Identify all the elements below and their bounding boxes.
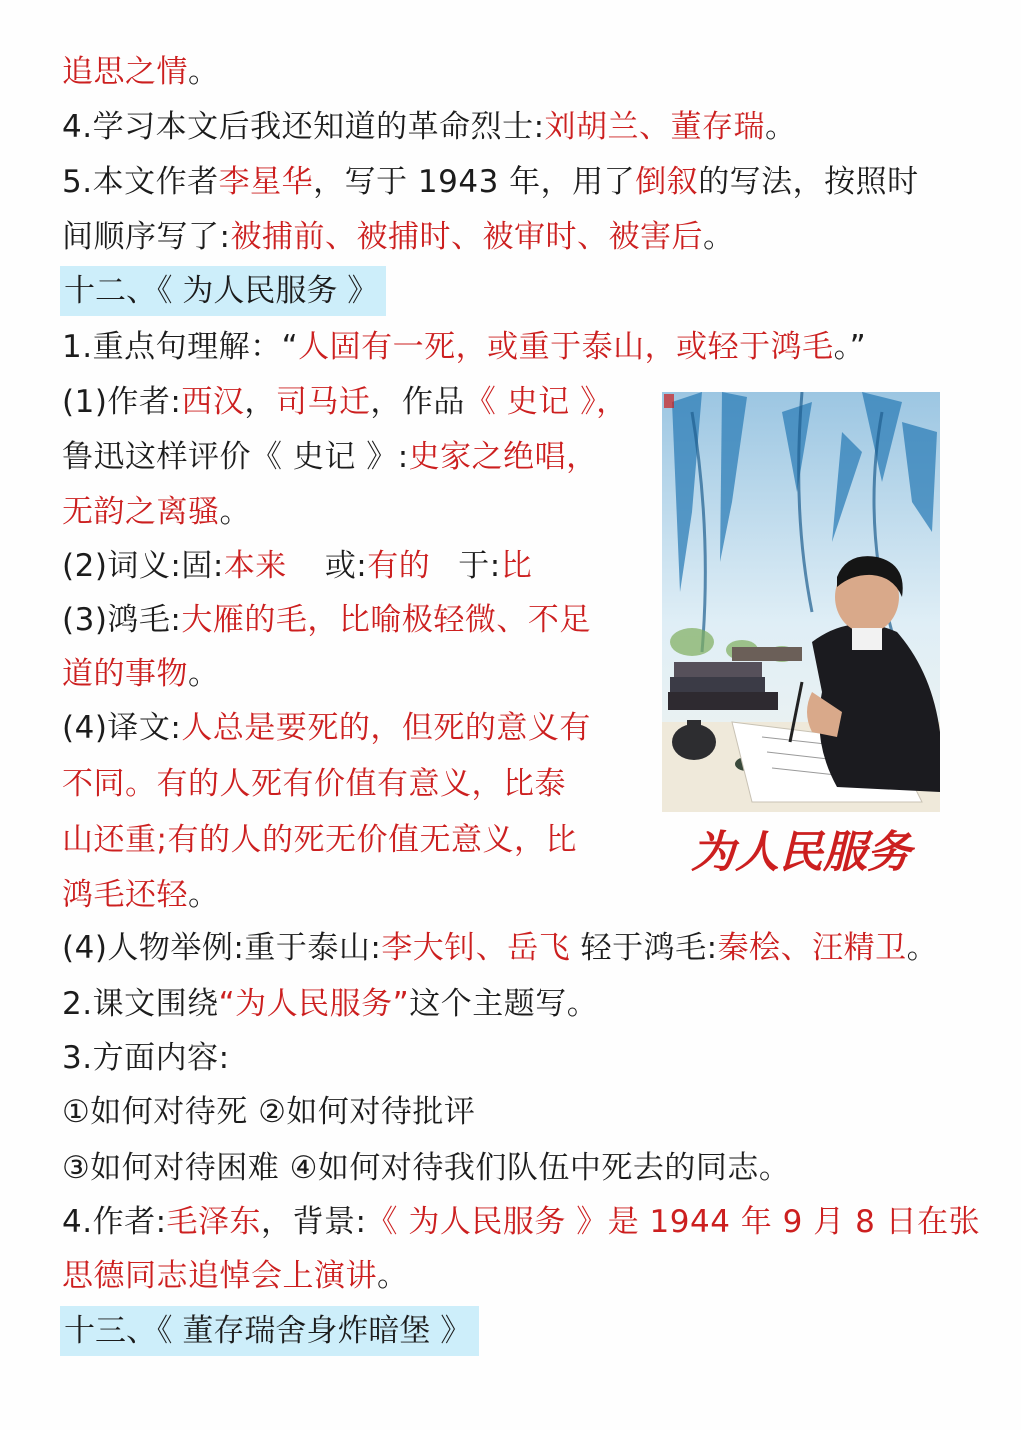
question-text: 于: <box>458 548 501 584</box>
question-text: 5.本文作者 <box>62 164 219 200</box>
answer-text: 《 为人民服务 》是 1944 年 9 月 8 日在张 <box>366 1204 981 1240</box>
answer-text: 秦桧、汪精卫 <box>717 930 907 966</box>
painting-illustration <box>662 392 940 892</box>
question-text: (1)作者: <box>62 384 182 420</box>
answer-text: 西汉 <box>181 384 245 420</box>
text-line <box>62 435 598 479</box>
punctuation: ， <box>244 384 276 420</box>
text-line <box>62 544 532 588</box>
punctuation: 。 <box>765 109 797 145</box>
text-line <box>62 1254 409 1298</box>
question-text: ，背景: <box>261 1204 367 1240</box>
answer-text: 有的 <box>367 548 431 584</box>
question-text: (2)词义:固: <box>62 548 224 584</box>
question-text: 的写法，按照时 <box>698 164 919 200</box>
answer-text: 道的事物 <box>62 656 188 692</box>
question-text: 2.课文围绕 <box>62 986 219 1022</box>
answer-text: 毛泽东 <box>166 1204 262 1240</box>
punctuation: 。 <box>188 656 220 692</box>
text-line: ①如何对待死 ②如何对待批评 <box>62 1094 476 1130</box>
text-line <box>62 762 566 806</box>
answer-text: 倒叙 <box>635 164 699 200</box>
question-text: ，写于 1943 年，用了 <box>313 164 636 200</box>
question-text: 4.作者: <box>62 1204 167 1240</box>
punctuation: ， <box>596 384 628 420</box>
text-line <box>62 160 919 204</box>
answer-text: 人总是要死的，但死的意义有 <box>181 710 591 746</box>
text-line <box>62 325 866 369</box>
punctuation: 。” <box>833 329 867 365</box>
text-line <box>62 598 591 642</box>
question-text: (4)人物举例:重于泰山: <box>62 930 382 966</box>
text-line <box>62 215 734 259</box>
question-text: 间顺序写了: <box>62 219 231 255</box>
answer-text: 大雁的毛，比喻极轻微、不足 <box>181 602 591 638</box>
answer-text: 追思之情 <box>62 54 188 90</box>
answer-text: 《 史记 》 <box>464 384 597 420</box>
answer-text: 思德同志追悼会上演讲 <box>62 1258 377 1294</box>
text-line: 3.方面内容: <box>62 1040 230 1076</box>
text-line <box>62 50 220 94</box>
question-text: (3)鸿毛: <box>62 602 182 638</box>
answer-text: 史家之绝唱， <box>408 439 598 475</box>
section-heading-12: 十二、《 为人民服务 》 <box>60 266 386 316</box>
question-text: 鲁迅这样评价《 史记 》: <box>62 439 409 475</box>
question-text: (4)译文: <box>62 710 182 746</box>
answer-text: “为人民服务” <box>218 986 410 1022</box>
answer-text: 李大钊、岳飞 <box>381 930 571 966</box>
punctuation: 。 <box>377 1258 409 1294</box>
answer-text: 刘胡兰、董存瑞 <box>544 109 766 145</box>
text-line <box>62 706 591 750</box>
answer-text: 无韵之离骚 <box>62 494 220 530</box>
text-line <box>62 873 220 917</box>
answer-text: 人固有一死，或重于泰山，或轻于鸿毛 <box>298 329 834 365</box>
answer-text: 被捕前、被捕时、被审时、被害后 <box>230 219 703 255</box>
section-heading-13: 十三、《 董存瑞舍身炸暗堡 》 <box>60 1306 479 1356</box>
answer-text: 本来 <box>223 548 287 584</box>
answer-text: 山还重;有的人的死无价值无意义，比 <box>62 822 577 858</box>
answer-text: 比 <box>500 548 533 584</box>
calligraphy-title: 为人民服务 <box>691 827 911 878</box>
text-line <box>62 490 251 534</box>
text-line <box>62 818 577 862</box>
text-line <box>62 926 938 970</box>
question-text: ，作品 <box>370 384 465 420</box>
answer-text: 不同。有的人死有价值有意义，比泰 <box>62 766 566 802</box>
text-line <box>62 380 628 424</box>
question-text: 1.重点句理解：“ <box>62 329 299 365</box>
answer-text: 鸿毛还轻 <box>62 877 188 913</box>
punctuation: 。 <box>906 930 939 966</box>
punctuation: 。 <box>219 494 251 530</box>
punctuation: 。 <box>188 54 220 90</box>
question-text: 这个主题写。 <box>409 986 599 1022</box>
text-line <box>62 652 220 696</box>
question-text: 或: <box>324 548 368 584</box>
answer-text: 李星华 <box>218 164 314 200</box>
punctuation: 。 <box>188 877 220 913</box>
punctuation: 。 <box>702 219 735 255</box>
question-text: 轻于鸿毛: <box>570 930 718 966</box>
text-line <box>62 105 797 149</box>
answer-text: 司马迁 <box>275 384 371 420</box>
text-line <box>62 1200 980 1244</box>
text-line <box>62 982 598 1026</box>
text-line: ③如何对待困难 ④如何对待我们队伍中死去的同志。 <box>62 1150 791 1186</box>
question-text: 4.学习本文后我还知道的革命烈士: <box>62 109 545 145</box>
